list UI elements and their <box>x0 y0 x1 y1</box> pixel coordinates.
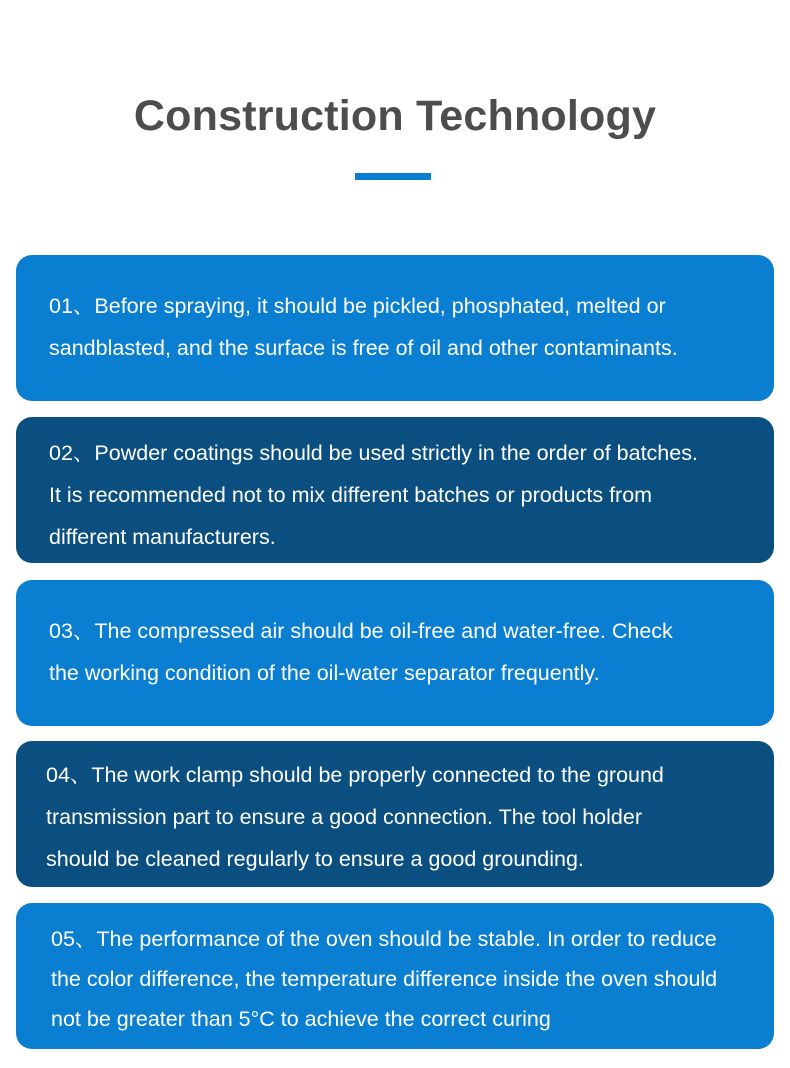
step-text-line: 02、Powder coatings should be used strictly in the order of batches. <box>49 441 698 465</box>
step-text-line: not be greater than 5°C to achieve the correct curing <box>51 1007 551 1031</box>
step-text-line: should be cleaned regularly to ensure a good grounding. <box>46 847 584 871</box>
title-underline <box>355 173 431 180</box>
step-text-line: 05、The performance of the oven should be stable. In order to reduce <box>51 927 717 951</box>
step-card-02 <box>16 417 774 563</box>
step-text-line: sandblasted, and the surface is free of oil and other contaminants. <box>49 336 678 360</box>
step-text-line: the color difference, the temperature difference inside the oven should <box>51 967 718 991</box>
step-text-line: It is recommended not to mix different batches or products from <box>49 483 653 507</box>
step-text-line: 04、The work clamp should be properly connected to the ground <box>46 763 664 787</box>
step-text-line: 01、Before spraying, it should be pickled, phosphated, melted or <box>49 294 666 318</box>
step-text-line: different manufacturers. <box>49 525 276 549</box>
page-title: Construction Technology <box>133 92 657 140</box>
step-text-line: the working condition of the oil-water separator frequently. <box>49 661 600 685</box>
step-card-05 <box>16 903 774 1049</box>
step-card-03 <box>16 580 774 726</box>
step-text-line: 03、The compressed air should be oil-free and water-free. Check <box>49 619 673 643</box>
step-card-01 <box>16 255 774 401</box>
step-text-line: transmission part to ensure a good connection. The tool holder <box>46 805 642 829</box>
step-card-04 <box>16 741 774 887</box>
